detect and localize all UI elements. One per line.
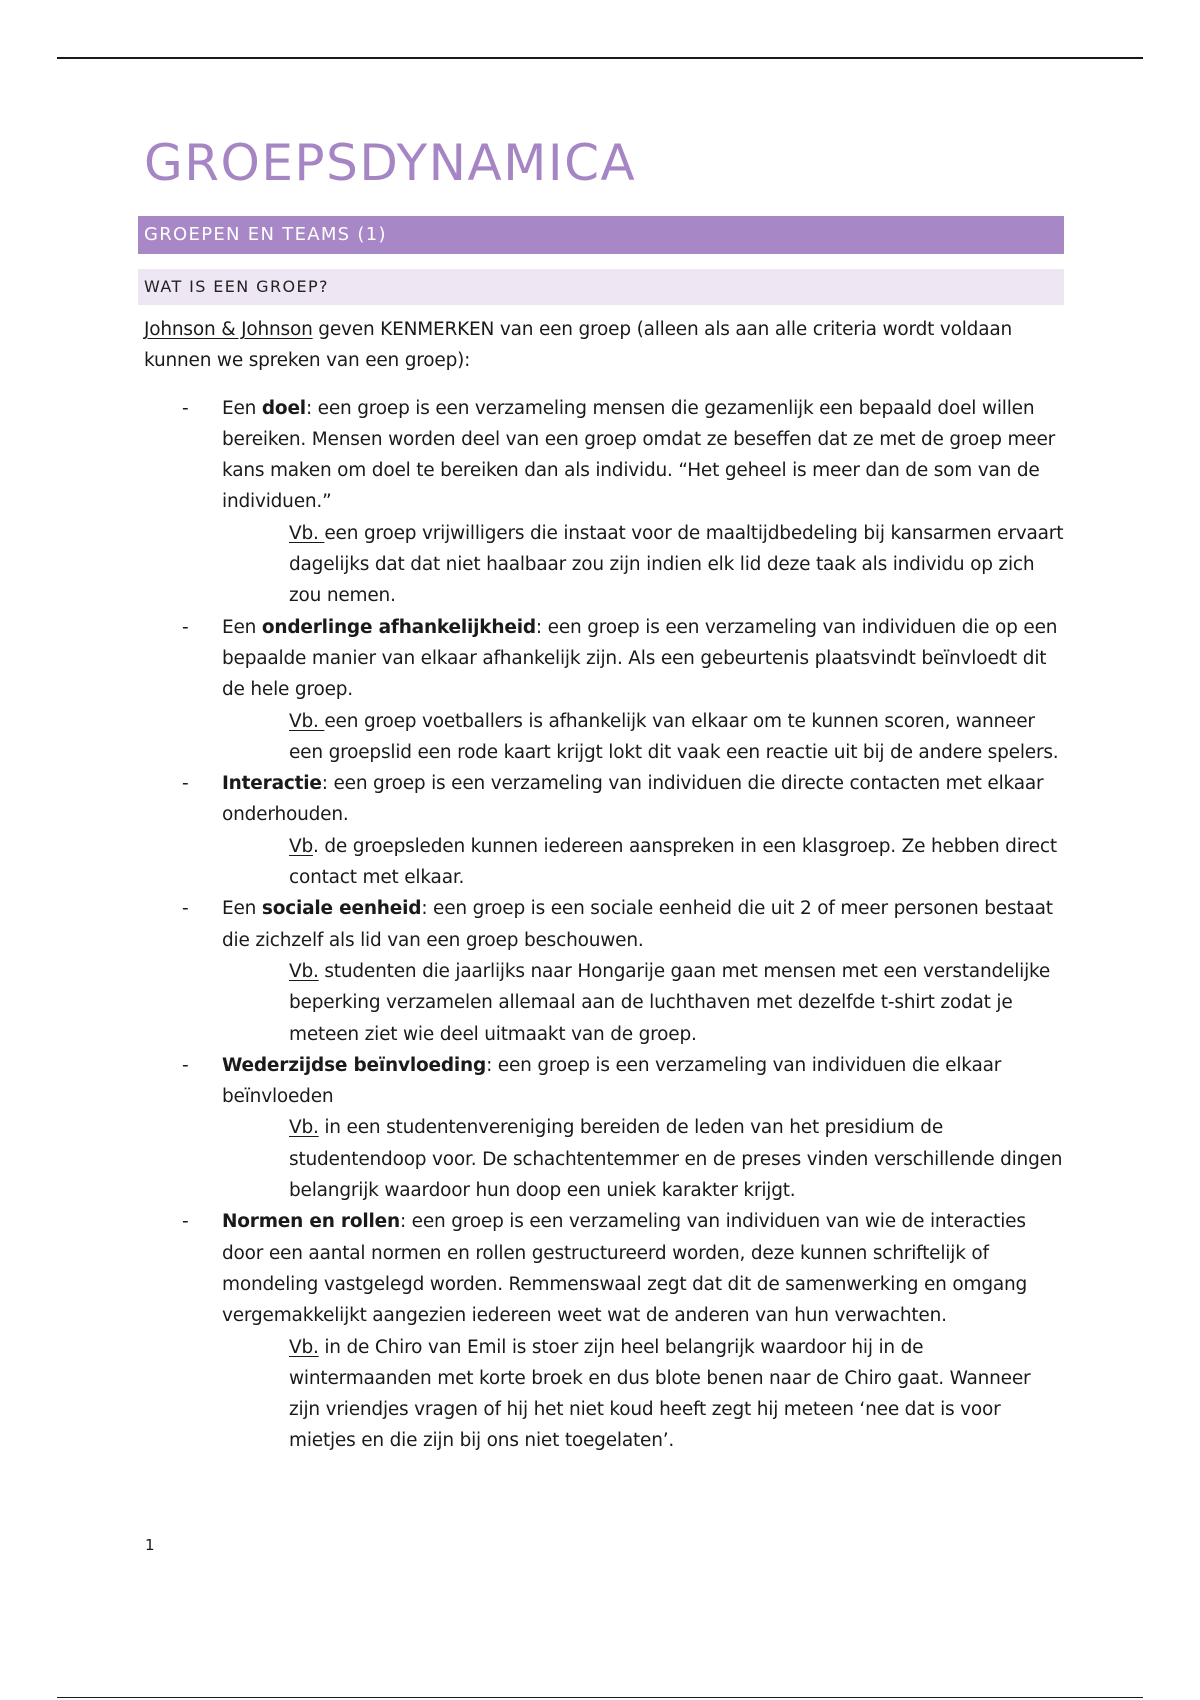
criterion-example [222,518,1064,612]
intro-paragraph [138,314,1064,377]
criterion-term: Interactie [222,773,322,795]
bullet-dash: - [182,898,189,920]
criterion-definition [222,393,1064,518]
example-text: . de groepsleden kunnen iedereen aanspreken in een klasgroep. Ze hebben direct contact met elkaar. [289,835,1057,889]
intro-text: geven KENMERKEN van een groep (alleen als aan alle criteria wordt voldaan kunnen we spreken van een groep): [144,319,1013,372]
criterion-term: onderlinge afhankelijkheid [261,616,536,638]
criterion-text: : een groep is een verzameling van individuen die elkaar beïnvloeden [222,1054,1002,1108]
example-text: in de Chiro van Emil is stoer zijn heel belangrijk waardoor hij in de wintermaanden met korte broek en dus blote benen naar de Chiro gaat. Wanneer zijn vriendjes vragen of hij het niet koud heeft zegt hij meteen ‘nee dat is voor mietjes en die zijn bij ons niet toegelaten’. [289,1336,1031,1452]
bullet-dash: - [182,1211,189,1233]
criterion-text: : een groep is een verzameling van individuen die op een bepaalde manier van elkaar afhankelijk zijn. Als een gebeurtenis plaatsvindt beïnvloedt dit de hele groep. [222,616,1058,701]
criterion-text: : een groep is een verzameling van individuen van wie de interacties door een aantal normen en rollen gestructureerd worden, deze kunnen schriftelijk of mondeling vastgelegd worden. Remmenswaal zegt dat dit de samenwerking en omgang vergemakkelijkt aangezien iedereen weet wat de anderen van hun verwachten. [222,1211,1028,1327]
criteria-list [138,393,1064,1457]
criterion-example [222,706,1064,769]
criterion-item [138,612,1064,768]
criterion-text: : een groep is een verzameling mensen die gezamenlijk een bepaald doel willen bereiken. Mensen worden deel van een groep omdat ze beseffen dat ze met de groep meer kans maken om doel te bereiken dan als individu. “Het geheel is meer dan de som van de individuen.” [222,397,1056,513]
example-text: studenten die jaarlijks naar Hongarije gaan met mensen met een verstandelijke beperking verzamelen allemaal aan de luchthaven met dezelfde t-shirt zodat je meteen ziet wie deel uitmaakt van de groep. [289,960,1051,1045]
criterion-item [138,1206,1064,1456]
document-title: GROEPSDYNAMICA [144,134,637,192]
criterion-text: : een groep is een verzameling van individuen die directe contacten met elkaar onderhouden. [222,773,1044,826]
bullet-dash: - [182,397,189,419]
bullet-dash: - [182,773,189,795]
criterion-text: : een groep is een sociale eenheid die uit 2 of meer personen bestaat die zichzelf als lid van een groep beschouwen. [222,898,1053,951]
footer-rule [57,1697,1143,1698]
example-text: in een studentenvereniging bereiden de leden van het presidium de studentendoop voor. De schachtentemmer en de preses vinden verschillende dingen belangrijk waardoor hun doop een uniek karakter krijgt. [289,1117,1063,1202]
example-label: Vb [289,835,313,857]
example-label: Vb. [289,1117,319,1139]
criterion-definition [222,893,1064,956]
criterion-definition [222,1050,1064,1113]
criterion-example [222,1332,1064,1457]
example-label: Vb. [289,1336,319,1358]
criterion-definition [222,612,1064,706]
criterion-example [222,831,1064,894]
example-label: Vb. [289,960,319,982]
example-text: een groep voetballers is afhankelijk van elkaar om te kunnen scoren, wanneer een groepslid een rode kaart krijgt lokt dit vaak een reactie uit bij de andere spelers. [289,710,1059,763]
example-label: Vb. [289,522,325,544]
criterion-item [138,1050,1064,1206]
section-heading: GROEPEN EN TEAMS (1) [138,216,1064,254]
header-rule [57,57,1143,59]
criterion-item [138,393,1064,612]
criterion-example [222,1112,1064,1206]
criterion-term: doel [261,397,306,419]
criterion-lead: Een [222,397,262,419]
criterion-example [222,956,1064,1050]
criterion-item [138,893,1064,1049]
subsection-heading: WAT IS EEN GROEP? [138,269,1064,305]
criterion-term: Normen en rollen [222,1211,400,1233]
criterion-term: sociale eenheid [261,898,422,920]
page-number: 1 [145,1536,155,1554]
bullet-dash: - [182,1054,189,1076]
document-page [138,130,1064,1457]
bullet-dash: - [182,616,189,638]
example-label: Vb. [289,710,325,732]
criterion-definition [222,768,1064,831]
example-text: een groep vrijwilligers die instaat voor de maaltijdbedeling bij kansarmen ervaart dagelijks dat dat niet haalbaar zou zijn indien elk lid deze taak als individu op zich zou nemen. [289,522,1064,607]
criterion-lead: Een [222,898,262,920]
criterion-definition [222,1206,1064,1331]
criterion-lead: Een [222,616,262,638]
authors-reference: Johnson & Johnson [144,319,313,340]
criterion-item [138,768,1064,893]
criterion-term: Wederzijdse beïnvloeding [222,1054,487,1076]
